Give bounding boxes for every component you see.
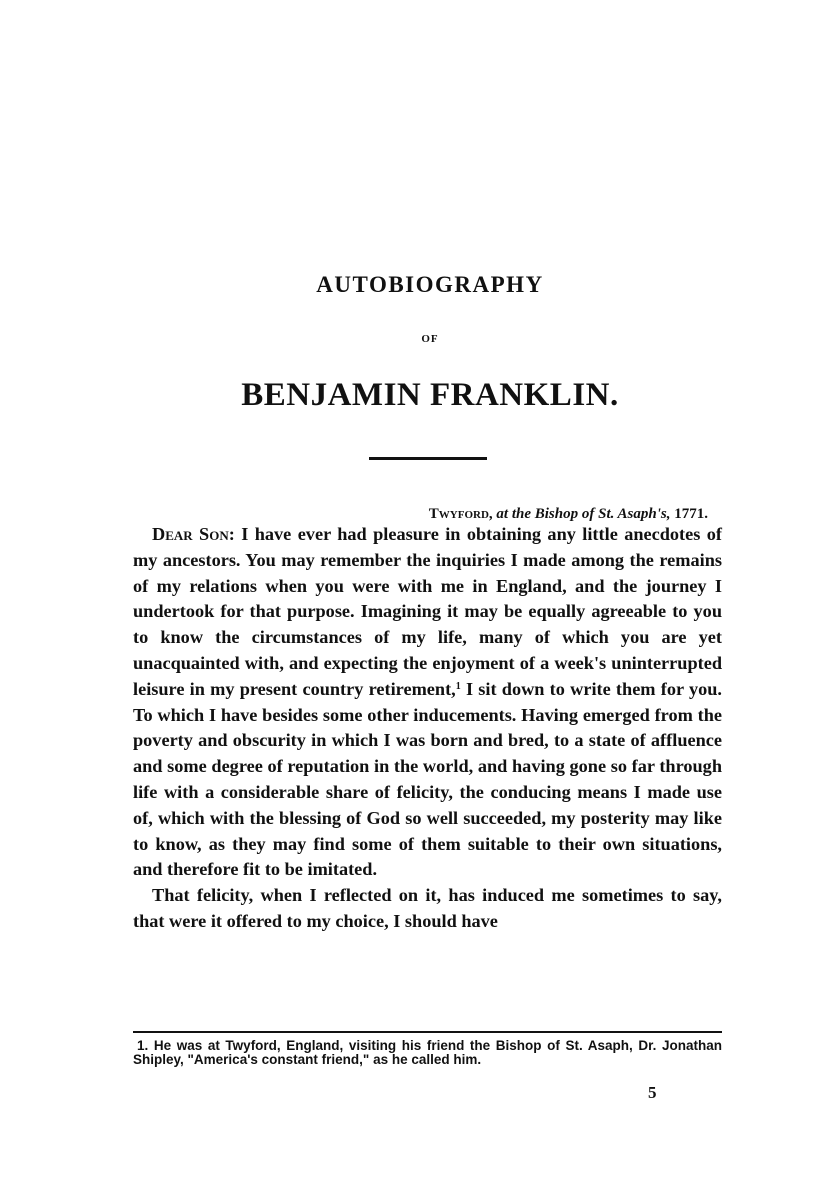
letter-dateline (429, 506, 708, 523)
footnote-number: 1. (137, 1038, 149, 1053)
paragraph-text: That felicity, when I reflected on it, has induced me sometimes to say, that were it offered to my choice, I should have (133, 885, 722, 931)
footnote-reference: 1 (455, 680, 461, 692)
paragraph (133, 522, 722, 883)
footnote-divider (133, 1031, 722, 1033)
footnote-text: He was at Twyford, England, visiting his friend the Bishop of St. Asaph, Dr. Jonathan Shipley, "America's constant friend," as he called him. (133, 1038, 722, 1067)
paragraph-text: I sit down to write them for you. To which I have besides some other inducements. Having emerged from the poverty and obscurity in which I was born and bred, to a state of affluence and some degree of reputation in the world, and having gone so far through life with a considerable share of felicity, the conducing means I made use of, which with the blessing of God so well succeeded, my posterity may like to know, as they may find some of them suitable to their own situations, and therefore fit to be imitated. (133, 678, 722, 880)
paragraph-text: I have ever had pleasure in obtaining any little anecdotes of my ancestors. You may remember the inquiries I made among the remains of my relations when you were with me in England, and the journey I undertook for that purpose. Imagining it may be equally agreeable to you to know the circumstances of my life, many of which you are yet unacquainted with, and expecting the enjoyment of a week's uninterrupted leisure in my present country retirement, (133, 524, 722, 699)
title-divider (369, 457, 487, 460)
author-name: BENJAMIN FRANKLIN. (241, 377, 619, 413)
dateline-year: 1771. (674, 506, 708, 522)
book-title: AUTOBIOGRAPHY (316, 272, 544, 297)
salutation: Dear Son: (152, 524, 235, 544)
letter-body (133, 522, 722, 935)
page-number: 5 (648, 1083, 657, 1102)
footnote (133, 1039, 722, 1066)
dateline-place: Twyford, (428, 506, 493, 522)
dateline-detail: at the Bishop of St. Asaph's, (496, 506, 671, 522)
paragraph (133, 883, 722, 935)
title-connector: OF (421, 333, 439, 345)
